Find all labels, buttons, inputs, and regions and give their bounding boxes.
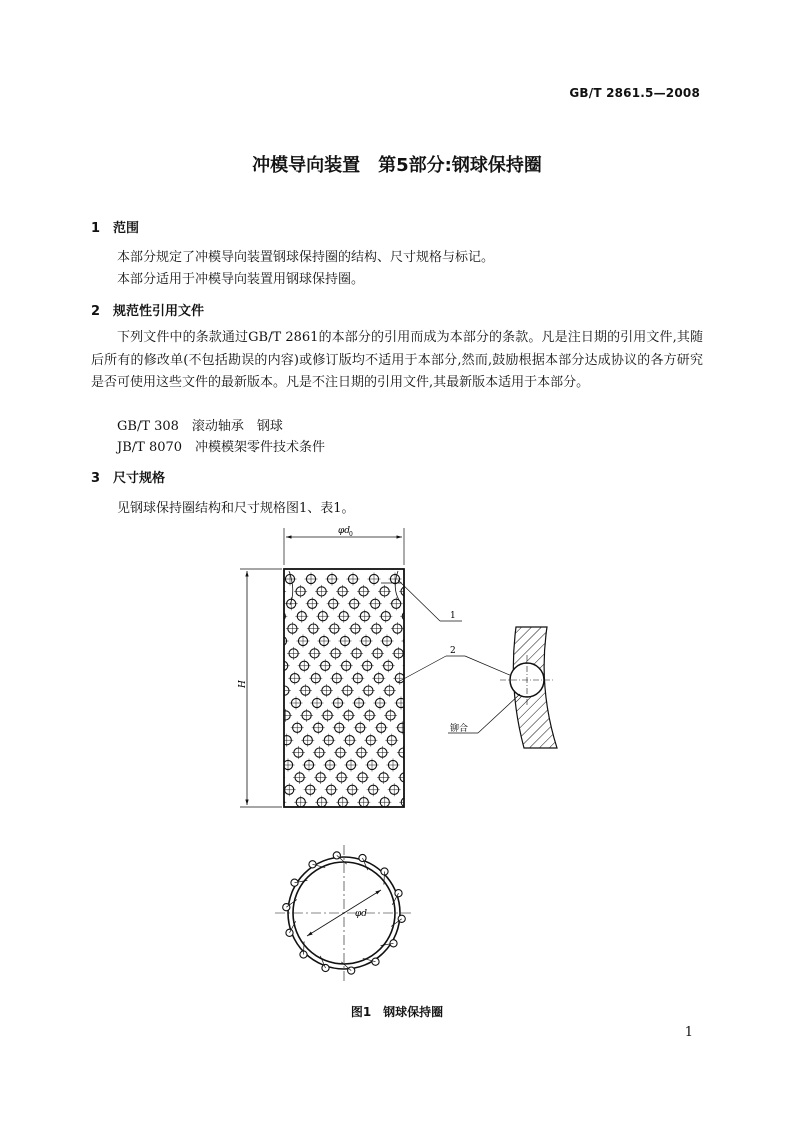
ball-hole — [300, 709, 313, 722]
section-title: 尺寸规格 — [113, 471, 166, 486]
ball-hole — [279, 709, 292, 722]
ball-hole — [369, 597, 382, 610]
ball-hole — [330, 672, 343, 685]
ball-hole — [313, 746, 326, 759]
callout-2-label: 2 — [450, 646, 456, 656]
ball-hole — [264, 597, 277, 610]
ball-hole — [426, 709, 439, 722]
ball-hole — [321, 709, 334, 722]
ball-hole — [411, 597, 424, 610]
ball-hole — [381, 635, 394, 648]
ball-hole — [363, 709, 376, 722]
standard-number: GB/T 2861.5—2008 — [569, 86, 700, 100]
ball-hole — [362, 684, 375, 697]
ball-hole — [286, 622, 299, 635]
ball-hole — [419, 771, 432, 784]
ball-hole — [383, 684, 396, 697]
document-title: 冲模导向装置 第5部分:钢球保持圈 — [252, 155, 542, 176]
section-title: 范围 — [113, 221, 140, 236]
ball-hole — [263, 573, 276, 586]
ball-hole — [367, 783, 380, 796]
ball-hole — [308, 647, 321, 660]
ball-hole — [266, 647, 279, 660]
ball-hole — [322, 734, 335, 747]
ball-hole — [305, 573, 318, 586]
ball-hole — [366, 759, 379, 772]
ball-hole — [306, 597, 319, 610]
ball-hole — [424, 659, 437, 672]
ball-hole — [333, 721, 346, 734]
ball-hole — [316, 610, 329, 623]
ball-hole — [429, 759, 442, 772]
callout-1-label: 1 — [450, 611, 456, 621]
riveting-detail — [448, 627, 557, 748]
ball-hole — [295, 610, 308, 623]
figure-caption: 图1 钢球保持圈 — [350, 1005, 444, 1019]
ball-hole — [336, 585, 349, 598]
ball-hole — [337, 610, 350, 623]
ball-pattern — [263, 573, 443, 809]
dimension-height — [238, 569, 282, 807]
ball-hole — [376, 746, 389, 759]
ball-hole — [354, 721, 367, 734]
ball-hole — [329, 647, 342, 660]
ball-hole — [391, 622, 404, 635]
ball-hole — [417, 721, 430, 734]
ball-hole — [320, 684, 333, 697]
ball-hole — [412, 622, 425, 635]
ball-hole — [291, 721, 304, 734]
ball-hole — [293, 771, 306, 784]
ball-hole — [357, 585, 370, 598]
ball-hole — [418, 746, 431, 759]
ball-hole — [274, 610, 287, 623]
ball-hole — [421, 610, 434, 623]
section-1-paragraph-1: 本部分规定了冲模导向装置钢球保持圈的结构、尺寸规格与标记。 — [117, 250, 495, 265]
ball-hole — [368, 573, 381, 586]
ball-hole — [314, 771, 327, 784]
ball-hole — [304, 783, 317, 796]
ball-hole — [341, 684, 354, 697]
ball-hole — [355, 746, 368, 759]
ball-hole — [350, 647, 363, 660]
ball-hole — [375, 721, 388, 734]
dimension-d0 — [284, 526, 404, 565]
callouts — [398, 580, 512, 682]
ball-hole — [347, 573, 360, 586]
cage-top-view — [275, 845, 413, 983]
ball-hole — [374, 697, 387, 710]
ball-hole — [348, 597, 361, 610]
ball-hole — [325, 783, 338, 796]
ball-hole — [358, 610, 371, 623]
ball-hole — [351, 672, 364, 685]
section-number: 3 — [91, 471, 101, 486]
ball-hole — [377, 771, 390, 784]
ball-hole — [413, 647, 426, 660]
ball-hole — [287, 647, 300, 660]
ball-hole — [353, 697, 366, 710]
ball-hole — [339, 635, 352, 648]
ball-hole — [397, 746, 410, 759]
ball-hole — [328, 622, 341, 635]
dimension-height-label: H — [238, 680, 248, 688]
section-title: 规范性引用文件 — [113, 304, 205, 319]
ball-hole — [270, 721, 283, 734]
ball-hole — [416, 697, 429, 710]
section-2-paragraph: 下列文件中的条款通过GB/T 2861的本部分的引用而成为本部分的条款。凡是注日期的引用文件,其随后所有的修改单(不包括勘误的内容)或修订版均不适用于本部分,然而,鼓励根据本部分达成协议的各方研究是否可使用这些文件的最新版本。凡是不注日期的引用文件,其最新版本适用于本部分。 — [91, 330, 703, 390]
ball-hole — [334, 746, 347, 759]
ball-hole — [345, 759, 358, 772]
ball-hole — [280, 734, 293, 747]
ball-hole — [360, 635, 373, 648]
ball-hole — [425, 684, 438, 697]
cage-side-view — [263, 569, 443, 809]
ball-hole — [408, 759, 421, 772]
ball-hole — [400, 610, 413, 623]
ball-hole — [269, 697, 282, 710]
ball-hole — [346, 783, 359, 796]
ball-hole — [371, 647, 384, 660]
dimension-d0-label: φd — [338, 526, 351, 536]
ball-hole — [385, 734, 398, 747]
ball-hole — [271, 746, 284, 759]
ball-hole — [406, 734, 419, 747]
ball-hole — [326, 573, 339, 586]
ball-hole — [297, 635, 310, 648]
ball-hole — [405, 709, 418, 722]
ball-hole — [309, 672, 322, 685]
ball-hole — [294, 585, 307, 598]
ball-hole — [327, 597, 340, 610]
ball-hole — [349, 622, 362, 635]
ball-hole — [288, 672, 301, 685]
reference-item: JB/T 8070 冲模模架零件技术条件 — [117, 440, 326, 455]
ball-hole — [332, 697, 345, 710]
ball-hole — [372, 672, 385, 685]
page-number: 1 — [684, 1025, 693, 1040]
ball-hole — [312, 721, 325, 734]
ball-hole — [361, 659, 374, 672]
ball-hole — [423, 635, 436, 648]
ball-hole — [278, 684, 291, 697]
ball-hole — [276, 635, 289, 648]
ball-hole — [390, 597, 403, 610]
ball-hole — [404, 684, 417, 697]
ball-hole — [427, 734, 440, 747]
ball-hole — [290, 697, 303, 710]
dimension-d0-subscript: 0 — [349, 531, 353, 538]
riveting-label: 铆合 — [450, 724, 469, 734]
ball-hole — [285, 597, 298, 610]
ball-hole — [265, 622, 278, 635]
ball-hole — [324, 759, 337, 772]
ball-hole — [301, 734, 314, 747]
ball-hole — [292, 746, 305, 759]
ball-hole — [410, 573, 423, 586]
ball-hole — [267, 672, 280, 685]
ball-hole — [387, 759, 400, 772]
section-number: 1 — [91, 221, 101, 236]
ball-hole — [307, 622, 320, 635]
ball-hole — [315, 585, 328, 598]
ball-hole — [343, 734, 356, 747]
dimension-d-label: φd — [355, 909, 368, 919]
ball-hole — [430, 783, 443, 796]
ball-hole — [388, 783, 401, 796]
section-1-paragraph-2: 本部分适用于冲模导向装置用钢球保持圈。 — [117, 272, 365, 287]
ball-hole — [299, 684, 312, 697]
ball-hole — [420, 796, 433, 809]
ball-hole — [318, 635, 331, 648]
ball-hole — [364, 734, 377, 747]
section-number: 2 — [91, 304, 101, 319]
ball-hole — [396, 721, 409, 734]
ball-hole — [384, 709, 397, 722]
ball-hole — [311, 697, 324, 710]
ball-hole — [382, 659, 395, 672]
reference-item: GB/T 308 滚动轴承 钢球 — [117, 419, 283, 434]
ball-hole — [340, 659, 353, 672]
ball-hole — [378, 585, 391, 598]
ball-hole — [319, 659, 332, 672]
ball-hole — [303, 759, 316, 772]
ball-hole — [414, 672, 427, 685]
ball-hole — [298, 659, 311, 672]
section-3-paragraph: 见钢球保持圈结构和尺寸规格图1、表1。 — [117, 501, 355, 516]
ball-hole — [370, 622, 383, 635]
ball-hole — [395, 697, 408, 710]
ball-hole — [335, 771, 348, 784]
ball-hole — [342, 709, 355, 722]
ball-hole — [356, 771, 369, 784]
ball-hole — [420, 585, 433, 598]
ball-hole — [409, 783, 422, 796]
ball-hole — [379, 610, 392, 623]
